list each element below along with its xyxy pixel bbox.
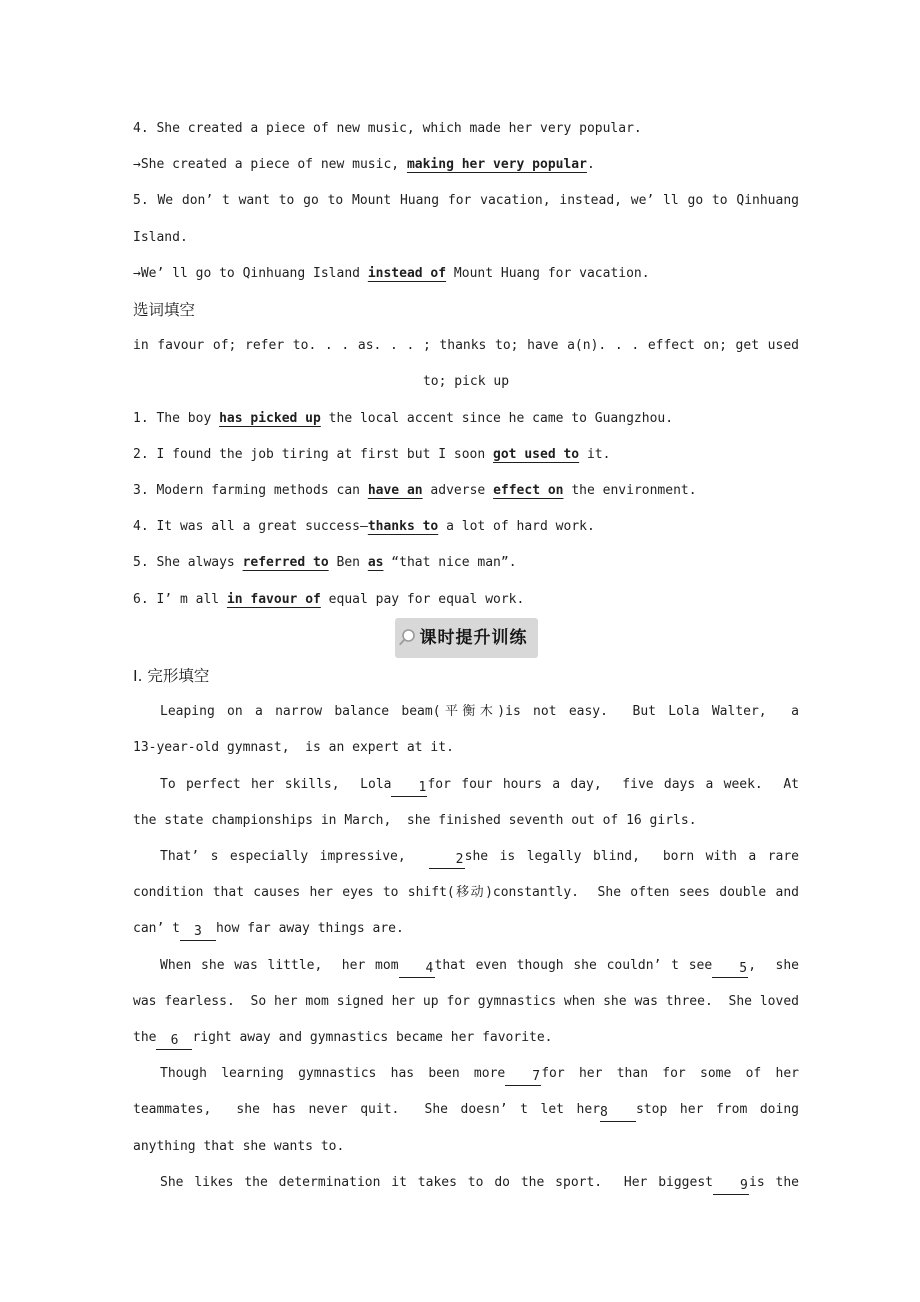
rewrite-4-source [133, 111, 799, 147]
text-run: in favour of; refer to. . . as. . . ; thanks to; have a(n). . . effect on; get used [133, 338, 799, 354]
text-run: she is legally blind, born with a rare [464, 849, 800, 865]
text-run: . [586, 157, 595, 173]
text-run: →We’ ll go to Qinhuang Island [133, 265, 368, 281]
text-run: 4. She created a piece of new music, which made her very popular. [133, 121, 642, 136]
text-run: Ben [328, 555, 368, 571]
text-run: Though learning gymnastics has been more [160, 1066, 506, 1082]
answer-underlined-text: instead of [367, 265, 447, 281]
answer-underlined-text: got used to [493, 446, 580, 462]
answer-underlined-text: thanks to [367, 519, 439, 535]
cloze-p3-line1 [133, 839, 799, 875]
text-run: the local accent since he came to Guangzhou. [320, 410, 674, 426]
word-fill-6 [133, 582, 799, 618]
cloze-p4-line2 [133, 984, 799, 1020]
cloze-blank-7: 7 [505, 1069, 541, 1086]
answer-underlined-text: effect on [493, 483, 564, 499]
text-run: Island. [133, 229, 188, 245]
cloze-blank-6: 6 [156, 1033, 192, 1050]
text-run: it. [579, 446, 611, 462]
word-bank-heading [133, 292, 799, 328]
text-run: To perfect her skills, Lola [160, 776, 392, 792]
cloze-blank-1: 1 [391, 780, 427, 797]
text-run: Leaping on a narrow balance beam(平衡木)is not easy. But Lola Walter, a [160, 704, 799, 720]
cloze-p5-line3 [133, 1129, 799, 1165]
word-fill-1 [133, 401, 799, 437]
answer-underlined-text: has picked up [219, 410, 321, 426]
cloze-blank-8: 8 [600, 1105, 636, 1122]
cloze-p2-line1 [133, 767, 799, 803]
rewrite-4-answer [133, 147, 799, 183]
text-run: Ⅰ. 完形填空 [133, 667, 210, 686]
answer-underlined-text: making her very popular [406, 157, 587, 173]
cloze-p4-line1 [133, 948, 799, 984]
text-run: Mount Huang for vacation. [446, 265, 650, 281]
magnifier-icon [398, 628, 417, 647]
text-run: When she was little, her mom [160, 957, 399, 973]
cloze-blank-4: 4 [399, 961, 435, 978]
text-run: a lot of hard work. [438, 519, 595, 535]
cloze-p6-line1 [133, 1165, 799, 1201]
cloze-blank-9: 9 [713, 1178, 749, 1195]
answer-underlined-text: in favour of [226, 591, 321, 607]
text-run: 13-year-old gymnast, is an expert at it. [133, 740, 454, 756]
text-run: the state championships in March, she finished seventh out of 16 girls. [133, 812, 697, 828]
cloze-p1-line1 [133, 694, 799, 730]
text-run: equal pay for equal work. [320, 591, 525, 607]
part-1-heading [133, 658, 799, 694]
text-run: adverse [422, 483, 494, 499]
document-content [133, 111, 799, 1201]
answer-underlined-text: as [367, 555, 384, 571]
cloze-p4-line3 [133, 1020, 799, 1056]
text-run: 1. The boy [133, 410, 220, 426]
text-run: how far away things are. [215, 921, 404, 937]
cloze-blank-5: 5 [712, 961, 748, 978]
text-run: condition that causes her eyes to shift(移动)constantly. She often sees double and [133, 885, 799, 901]
text-run: →She created a piece of new music, [133, 157, 407, 173]
answer-underlined-text: referred to [242, 555, 329, 571]
section-badge [395, 618, 538, 658]
section-badge-label: 课时提升训练 [419, 627, 528, 648]
word-fill-5 [133, 545, 799, 581]
text-run: That’ s especially impressive, [160, 849, 429, 865]
text-run: teammates, she has never quit. She doesn’ t let her [133, 1102, 601, 1118]
cloze-p5-line1 [133, 1056, 799, 1092]
text-run: 5. She always [133, 555, 243, 571]
rewrite-5-source-line1 [133, 183, 799, 219]
cloze-p3-line2 [133, 875, 799, 911]
rewrite-5-source-line2 [133, 220, 799, 256]
text-run: 2. I found the job tiring at first but I soon [133, 446, 494, 462]
text-run: 6. I’ m all [133, 591, 227, 607]
text-run: , she [748, 957, 799, 973]
text-run: 4. It was all a great success— [133, 519, 368, 535]
cloze-blank-3: 3 [180, 924, 216, 941]
text-run: anything that she wants to. [133, 1138, 345, 1154]
cloze-p1-line2 [133, 730, 799, 766]
text-run: 选词填空 [133, 301, 196, 320]
text-run: to; pick up [422, 374, 510, 390]
word-bank-line2 [133, 364, 799, 400]
text-run: is the [749, 1174, 799, 1190]
text-run: for her than for some of her [541, 1066, 799, 1082]
text-run: 5. We don’ t want to go to Mount Huang for vacation, instead, we’ ll go to Qinhuang [133, 193, 799, 209]
cloze-p2-line2 [133, 803, 799, 839]
cloze-p3-line3 [133, 911, 799, 947]
rewrite-5-answer [133, 256, 799, 292]
text-run: right away and gymnastics became her favorite. [192, 1030, 553, 1046]
text-run: can’ t [133, 921, 180, 937]
answer-underlined-text: have an [367, 483, 423, 499]
cloze-blank-2: 2 [429, 852, 465, 869]
section-header-badge [133, 618, 799, 658]
text-run: “that nice man”. [383, 555, 517, 571]
text-run: 3. Modern farming methods can [133, 483, 368, 499]
text-run: was fearless. So her mom signed her up for gymnastics when she was three. She loved [133, 993, 799, 1009]
word-fill-2 [133, 437, 799, 473]
text-run: for four hours a day, five days a week. At [427, 776, 799, 792]
cloze-p5-line2 [133, 1092, 799, 1128]
text-run: the [133, 1030, 157, 1046]
text-run: She likes the determination it takes to do the sport. Her biggest [160, 1174, 713, 1190]
word-bank-line1 [133, 328, 799, 364]
word-fill-3 [133, 473, 799, 509]
text-run: that even though she couldn’ t see [434, 957, 713, 973]
text-run: the environment. [563, 483, 697, 499]
text-run: stop her from doing [636, 1102, 799, 1118]
word-fill-4 [133, 509, 799, 545]
